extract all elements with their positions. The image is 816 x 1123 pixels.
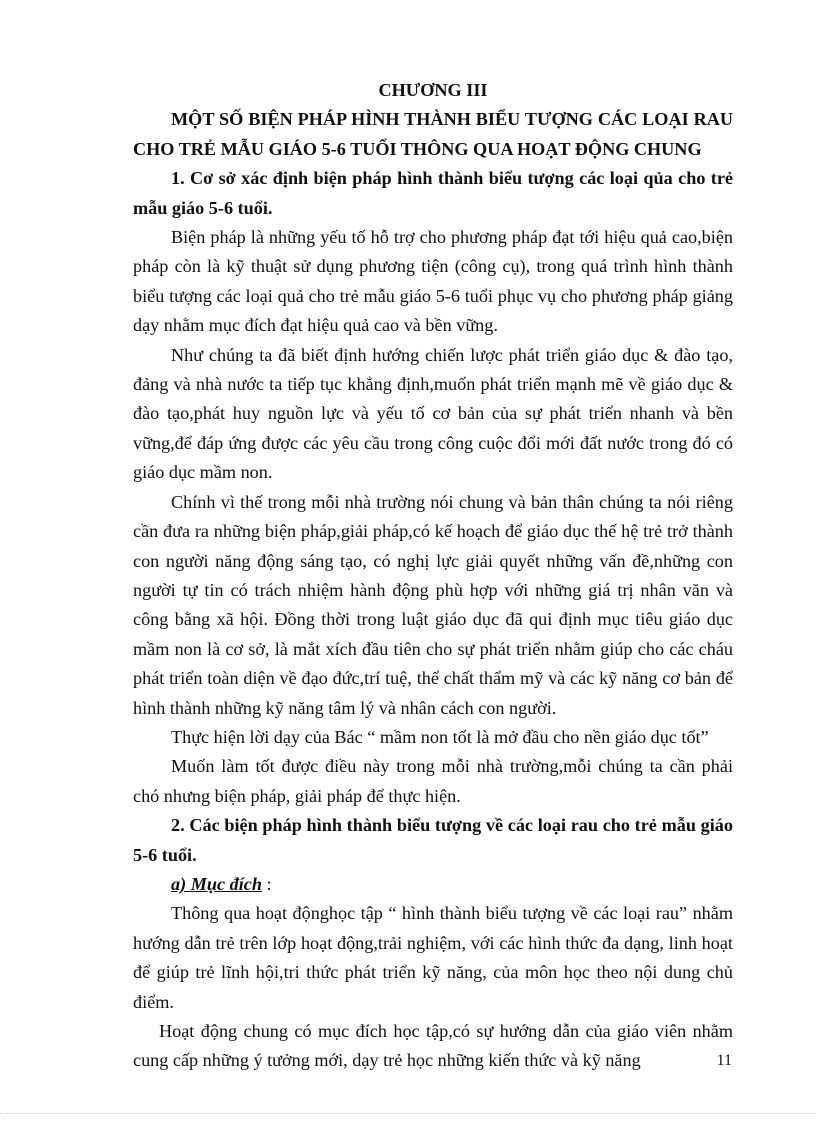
section-1-heading: 1. Cơ sở xác định biện pháp hình thành biểu tượng các loại qủa cho trẻ mẫu giáo 5-6 tuổi. [133,168,733,218]
paragraph-2: Như chúng ta đã biết định hướng chiến lược phát triển giáo dục & đào tạo, đảng và nhà nước ta tiếp tục khẳng định,muốn phát triển mạnh mẽ về giáo dục & đào tạo,phát huy nguồn lực và yếu tố cơ bản của sự phát triển nhanh và bền vững,để đáp ứng được các yêu cầu trong công cuộc đổi mới đất nước trong đó có giáo dục mầm non. [133,344,733,483]
paragraph-1: Biện pháp là những yếu tố hỗ trợ cho phương pháp đạt tới hiệu quả cao,biện pháp còn là kỹ thuật sử dụng phương tiện (công cụ), trong quá trình hình thành biểu tượng các loại quả cho trẻ mẫu giáo 5-6 tuổi phục vụ cho phương pháp giảng dạy nhằm mục đích đạt hiệu quả cao và bền vững. [133,227,733,336]
paragraph-7: Hoạt động chung có mục đích học tập,có sự hướng dẫn của giáo viên nhằm cung cấp những ý tưởng mới, dạy trẻ học những kiến thức và kỹ năng [133,1021,733,1071]
page-bottom-divider [0,1113,816,1114]
chapter-label: CHƯƠNG III [378,80,488,100]
paragraph-4: Thực hiện lời dạy của Bác “ mầm non tốt là mở đầu cho nền giáo dục tốt” [171,726,709,747]
subsection-a-label: a) Mục đích [171,873,262,894]
paragraph-3: Chính vì thế trong mỗi nhà trường nói chung và bản thân chúng ta nói riêng cần đưa ra những biện pháp,giải pháp,có kế hoạch để giáo dục thế hệ trẻ trở thành con người năng động sáng tạo, có nghị lực giải quyết những vấn đề,những con người tự tin có trách nhiệm hành động phù hợp với những giá trị nhân văn và công bằng xã hội. Đồng thời trong luật giáo dục đã qui định mục tiêu giáo dục mầm non là cơ sở, là mắt xích đầu tiên cho sự phát triển nhằm giúp cho các cháu phát triển toàn diện về đạo đức,trí tuệ, thể chất thẩm mỹ và các kỹ năng cơ bản để hình thành những kỹ năng tâm lý và nhân cách con người. [133,491,733,718]
page-body [133,76,733,1076]
chapter-title: MỘT SỐ BIỆN PHÁP HÌNH THÀNH BIỂU TƯỢNG CÁC LOẠI RAU CHO TRẺ MẪU GIÁO 5-6 TUỔI THÔNG QUA HOẠT ĐỘNG CHUNG [133,109,733,159]
page-number: 11 [716,1052,732,1069]
subsection-a-colon: : [266,873,272,894]
paragraph-6: Thông qua hoạt độnghọc tập “ hình thành biểu tượng về các loại rau” nhằm hướng dẫn trẻ trên lớp hoạt động,trải nghiệm, với các hình thức đa dạng, linh hoạt để giúp trẻ lĩnh hội,tri thức phát triển kỹ năng, của môn học theo nội dung chủ điểm. [133,903,733,1012]
paragraph-5: Muốn làm tốt được điều này trong mỗi nhà trường,mỗi chúng ta cần phải chó nhưng biện pháp, giải pháp để thực hiện. [133,756,733,806]
section-2-heading: 2. Các biện pháp hình thành biểu tượng về các loại rau cho trẻ mẫu giáo 5-6 tuổi. [133,815,733,865]
subsection-a [133,870,733,899]
